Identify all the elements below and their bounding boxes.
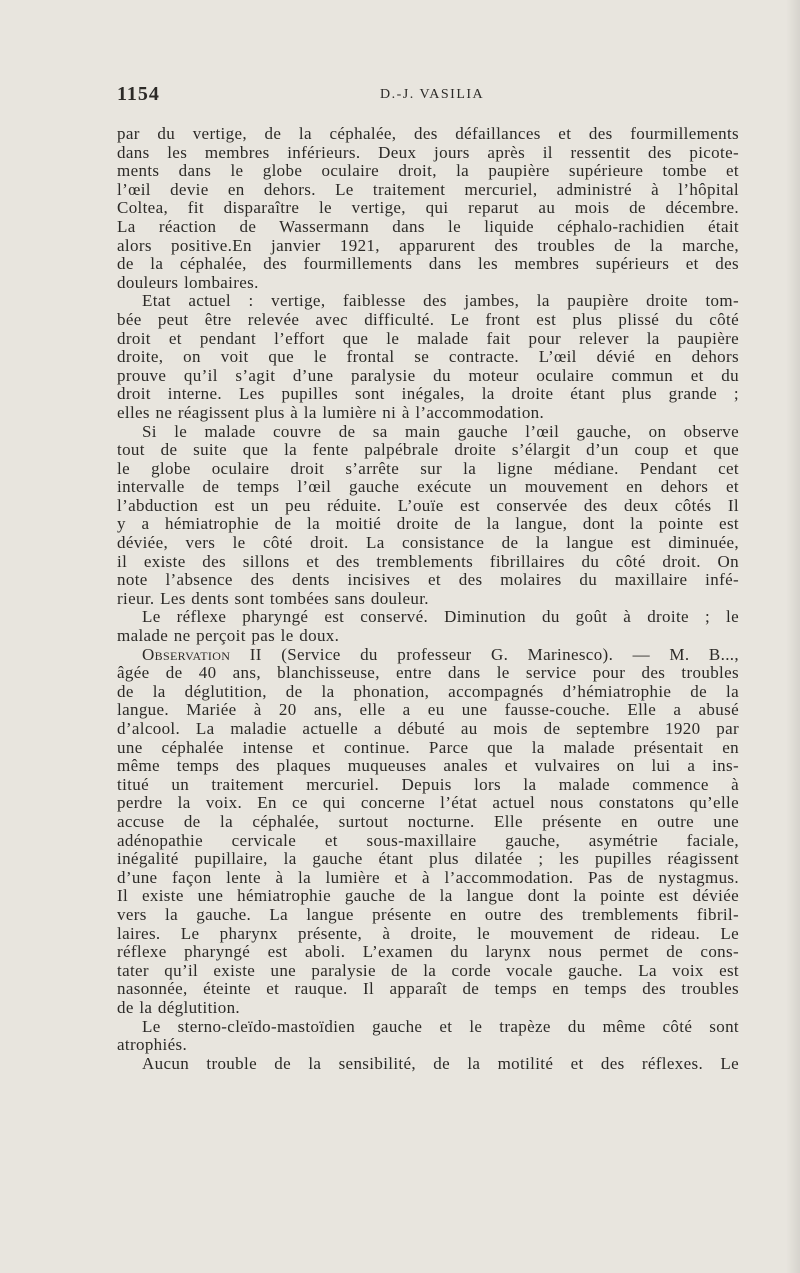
body-text — [117, 125, 739, 1073]
running-head: D.-J. VASILIA — [380, 87, 485, 102]
text-line: Etat actuel : vertige, faiblesse des jambes, la paupière droite tom- — [142, 291, 739, 311]
text-line: adénopathie cervicale et sous-maxillaire gauche, asymétrie faciale, — [117, 830, 739, 850]
text-line: ments dans le globe oculaire droit, la paupière supérieure tombe et — [117, 161, 739, 181]
text-line: de la déglutition. — [117, 997, 241, 1017]
text-line: elles ne réagissent plus à la lumière ni à l’accommodation. — [117, 402, 545, 422]
text-line: de la céphalée, des fourmillements dans les membres supérieurs et des — [117, 254, 739, 274]
text-line: prouve qu’il s’agit d’une paralysie du moteur oculaire commun et du — [117, 365, 739, 385]
text-line: rieur. Les dents sont tombées sans douleur. — [117, 588, 429, 608]
text-line: titué un traitement mercuriel. Depuis lors la malade commence à — [117, 774, 739, 794]
text-line: laires. Le pharynx présente, à droite, le mouvement de rideau. Le — [117, 923, 739, 943]
text-line: accuse de la céphalée, surtout nocturne. Elle présente en outre une — [117, 811, 739, 831]
text-line: d’une façon lente à la lumière et à l’accommodation. Pas de nystagmus. — [117, 867, 739, 887]
text-line: perdre la voix. En ce qui concerne l’état actuel nous constatons qu’elle — [117, 793, 739, 813]
text-line: La réaction de Wassermann dans le liquide céphalo-rachidien était — [117, 216, 739, 236]
text-line: Il existe une hémiatrophie gauche de la langue dont la pointe est déviée — [117, 886, 739, 906]
text-line: atrophiés. — [117, 1035, 188, 1055]
text-line: réflexe pharyngé est aboli. L’examen du larynx nous permet de cons- — [117, 942, 739, 962]
text-line: une céphalée intense et continue. Parce que la malade présentait en — [117, 737, 739, 757]
text-line: d’alcool. La maladie actuelle a débuté au mois de septembre 1920 par — [117, 719, 739, 738]
page-header — [117, 83, 739, 107]
text-line: Le réflexe pharyngé est conservé. Diminution du goût à droite ; le — [142, 607, 739, 627]
text-line: Le sterno-cleïdo-mastoïdien gauche et le trapèze du même côté sont — [142, 1016, 739, 1036]
text-line: inégalité pupillaire, la gauche étant plus dilatée ; les pupilles réagissent — [117, 849, 739, 869]
text-line: y a hémiatrophie de la moitié droite de la langue, dont la pointe est — [117, 514, 739, 534]
text-line — [117, 646, 739, 665]
text-line: dans les membres inférieurs. Deux jours après il ressentit des picote- — [117, 142, 739, 162]
page-edge-shadow — [786, 0, 800, 1273]
text-line: Si le malade couvre de sa main gauche l’œil gauche, on observe — [142, 421, 739, 441]
observation-heading: Observation — [142, 644, 231, 664]
text-line: note l’absence des dents incisives et des molaires du maxillaire infé- — [117, 570, 739, 590]
text-line: droite, on voit que le frontal se contracte. L’œil dévié en dehors — [117, 347, 739, 367]
text-line: droit interne. Les pupilles sont inégales, la droite étant plus grande ; — [117, 384, 739, 404]
text-line: l’œil devie en dehors. Le traitement mercuriel, administré à l’hôpital — [117, 179, 739, 199]
text-line: tater qu’il existe une paralysie de la corde vocale gauche. La voix est — [117, 960, 739, 980]
text-line: par du vertige, de la céphalée, des défaillances et des fourmillements — [117, 124, 739, 143]
text-line: de la déglutition, de la phonation, accompagnés d’hémiatrophie de la — [117, 681, 739, 701]
text-line: le globe oculaire droit s’arrête sur la ligne médiane. Pendant cet — [117, 458, 739, 478]
text-line: intervalle de temps l’œil gauche exécute un mouvement en dehors et — [117, 477, 739, 497]
text-line: alors positive.En janvier 1921, apparurent des troubles de la marche, — [117, 235, 739, 255]
text-line: droit et pendant l’effort que le malade fait pour relever la paupière — [117, 328, 739, 348]
text-line: nasonnée, éteinte et rauque. Il apparaît de temps en temps des troubles — [117, 979, 739, 999]
page-number: 1154 — [117, 83, 160, 105]
text-line: bée peut être relevée avec difficulté. Le front est plus plissé du côté — [117, 309, 739, 329]
text-line: tout de suite que la fente palpébrale droite s’élargit d’un coup et que — [117, 440, 739, 460]
text-line: Coltea, fit disparaître le vertige, qui reparut au mois de décembre. — [117, 198, 739, 218]
text-line: il existe des sillons et des tremblements fibrillaires du côté droit. On — [117, 551, 739, 571]
text-line-rest: II (Service du professeur G. Marinesco). — M. B..., — [230, 644, 739, 664]
text-line: même temps des plaques muqueuses anales et vulvaires on lui a ins- — [117, 756, 739, 776]
text-line: malade ne perçoit pas le doux. — [117, 626, 340, 646]
text-line: l’abduction est un peu réduite. L’ouïe est conservée des deux côtés Il — [117, 495, 739, 515]
text-line: langue. Mariée à 20 ans, elle a eu une fausse-couche. Elle a abusé — [117, 700, 739, 720]
text-line: déviée, vers le côté droit. La consistance de la langue est diminuée, — [117, 533, 739, 553]
text-line: Aucun trouble de la sensibilité, de la motilité et des réflexes. Le — [142, 1053, 739, 1073]
text-line: douleurs lombaires. — [117, 272, 259, 292]
text-line: vers la gauche. La langue présente en outre des tremblements fibril- — [117, 904, 739, 924]
text-line: âgée de 40 ans, blanchisseuse, entre dans le service pour des troubles — [117, 663, 739, 683]
